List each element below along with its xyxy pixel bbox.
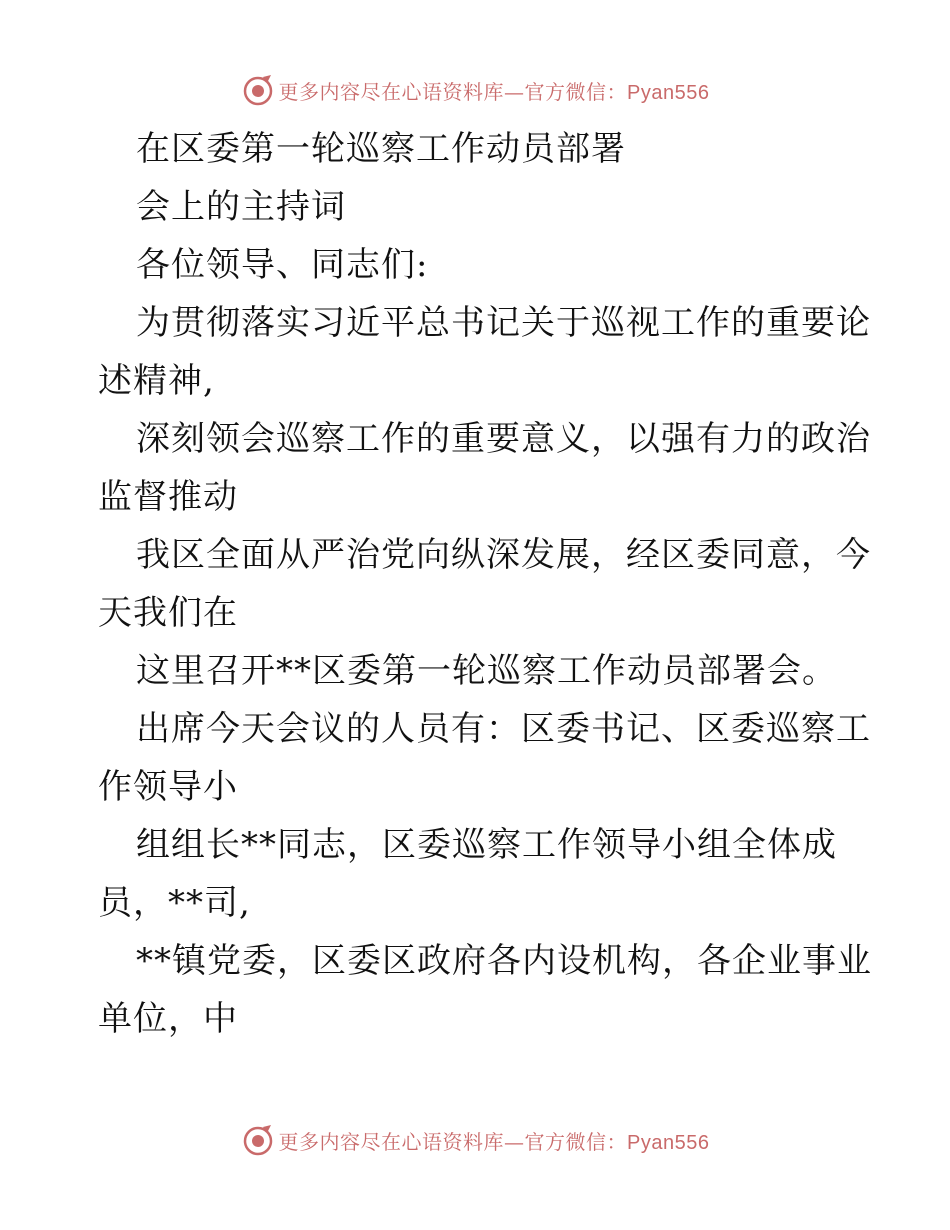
ink-drop-logo-icon — [241, 73, 275, 107]
paragraph-line: 员，**司, — [98, 883, 251, 923]
watermark-account: Pyan556 — [627, 81, 710, 104]
paragraph-line: 深刻领会巡察工作的重要意义，以强有力的政治 — [136, 419, 871, 459]
paragraph-line: 组组长**同志，区委巡察工作领导小组全体成 — [136, 825, 837, 865]
watermark-account: Pyan556 — [627, 1131, 710, 1154]
watermark-text: 更多内容尽在心语资料库—官方微信： — [278, 1129, 628, 1154]
title-line-2: 会上的主持词 — [136, 187, 346, 227]
title-line-1: 在区委第一轮巡察工作动员部署 — [136, 129, 626, 169]
paragraph-line: 为贯彻落实习近平总书记关于巡视工作的重要论 — [136, 303, 871, 343]
salutation: 各位领导、同志们: — [136, 245, 429, 285]
paragraph-line: 单位，中 — [98, 999, 238, 1039]
watermark-text: 更多内容尽在心语资料库—官方微信： — [278, 79, 628, 104]
header-watermark — [0, 70, 950, 110]
paragraph-line: 述精神, — [98, 361, 215, 401]
footer-watermark — [0, 1120, 950, 1160]
paragraph-line: 作领导小 — [98, 767, 238, 807]
paragraph-line: 监督推动 — [98, 477, 238, 517]
ink-drop-logo-icon — [241, 1123, 275, 1157]
paragraph-line: 这里召开**区委第一轮巡察工作动员部署会。 — [136, 651, 837, 691]
paragraph-line: 天我们在 — [98, 593, 238, 633]
paragraph-line: **镇党委，区委区政府各内设机构，各企业事业 — [136, 941, 872, 981]
document-body — [98, 120, 872, 1048]
paragraph-line: 我区全面从严治党向纵深发展，经区委同意，今 — [136, 535, 871, 575]
paragraph-line: 出席今天会议的人员有：区委书记、区委巡察工 — [136, 709, 871, 749]
